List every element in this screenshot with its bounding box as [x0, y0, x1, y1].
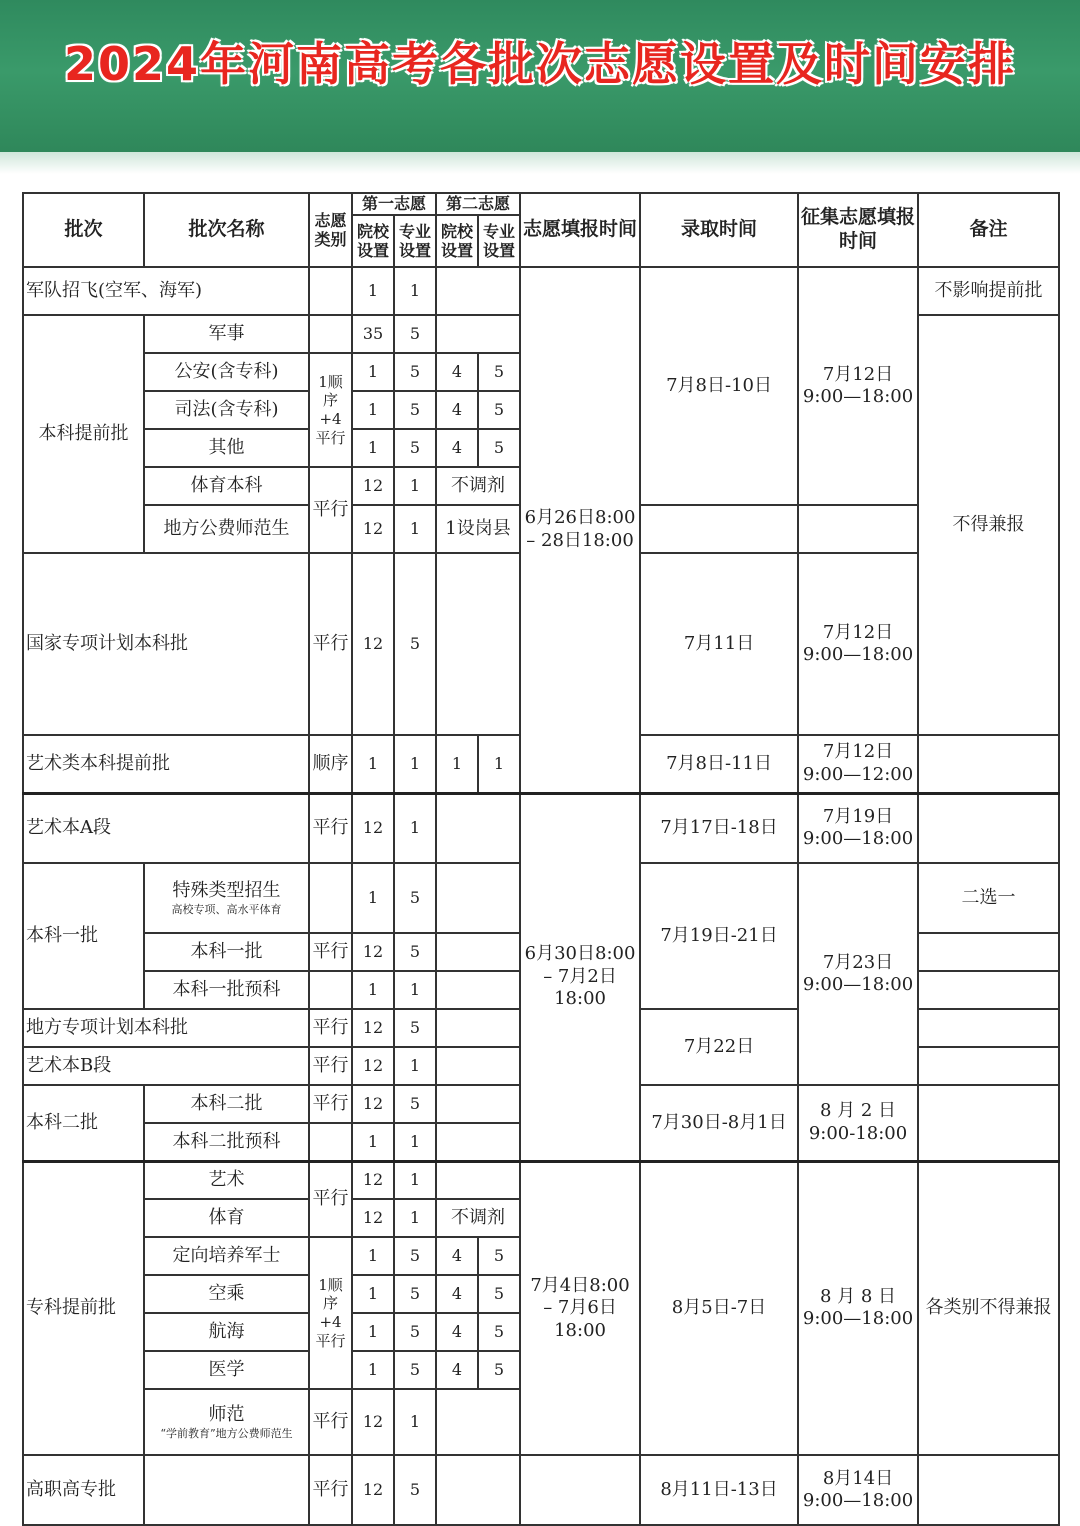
solicit-time: 8 月 8 日 9:00—18:00 [798, 1161, 918, 1455]
school-count: 12 [352, 1161, 394, 1199]
batch-name: 艺术本B段 [23, 1047, 309, 1085]
major-count: 5 [394, 315, 436, 353]
page-title: 2024年河南高考各批次志愿设置及时间安排 [63, 37, 1017, 91]
school-count-2: 4 [436, 1237, 478, 1275]
school-count-2: 4 [436, 1275, 478, 1313]
major-count: 5 [394, 1085, 436, 1123]
note: 不影响提前批 [918, 267, 1059, 315]
batch-name [144, 1389, 309, 1455]
school-count: 35 [352, 315, 394, 353]
batch: 专科提前批 [23, 1161, 144, 1455]
header-notes: 备注 [918, 193, 1059, 267]
note: 不得兼报 [918, 315, 1059, 735]
major-count: 5 [394, 1351, 436, 1389]
batch-name: 军事 [144, 315, 309, 353]
batch-name: 艺术 [144, 1161, 309, 1199]
major-count: 5 [394, 353, 436, 391]
header-row [23, 193, 1059, 215]
admit-time: 7月11日 [640, 553, 798, 735]
special-type-label: 特殊类型招生 [172, 880, 281, 902]
school-count: 12 [352, 1455, 394, 1525]
second-choice-note: 不调剂 [436, 1199, 520, 1237]
header-batch: 批次 [23, 193, 144, 267]
major-count-2: 5 [478, 1275, 520, 1313]
school-count: 12 [352, 553, 394, 735]
header-first-choice: 第一志愿 [352, 193, 436, 215]
special-type-sub: 高校专项、高水平体育 [171, 902, 282, 916]
major-count: 1 [394, 793, 436, 863]
school-count-2: 4 [436, 1313, 478, 1351]
batch-name: 艺术本A段 [23, 793, 309, 863]
solicit-time: 7月19日 9:00—18:00 [798, 793, 918, 863]
batch-name: 体育本科 [144, 467, 309, 505]
batch-name: 国家专项计划本科批 [23, 553, 309, 735]
major-count: 1 [394, 1161, 436, 1199]
major-count: 1 [394, 1047, 436, 1085]
header-school-1: 院校设置 [352, 215, 394, 267]
school-count: 1 [352, 1275, 394, 1313]
choice-type: 平行 [309, 793, 352, 863]
major-count: 1 [394, 1389, 436, 1455]
school-count: 1 [352, 391, 394, 429]
major-count: 1 [394, 267, 436, 315]
school-count: 1 [352, 971, 394, 1009]
batch-name: 定向培养军士 [144, 1237, 309, 1275]
school-count: 12 [352, 1389, 394, 1455]
school-count: 12 [352, 1047, 394, 1085]
school-count: 12 [352, 1085, 394, 1123]
choice-type: 平行 [309, 1085, 352, 1123]
school-count-2: 4 [436, 391, 478, 429]
school-count: 1 [352, 1313, 394, 1351]
fill-time: 6月30日8:00 – 7月2日18:00 [520, 793, 640, 1161]
header-fill-time: 志愿填报时间 [520, 193, 640, 267]
major-count: 1 [394, 971, 436, 1009]
admit-time: 7月8日-10日 [640, 267, 798, 505]
choice-type: 平行 [309, 467, 352, 553]
batch: 本科提前批 [23, 315, 144, 553]
school-count: 12 [352, 505, 394, 553]
choice-type: 1顺序+4平行 [309, 353, 352, 467]
second-choice-note: 不调剂 [436, 467, 520, 505]
teacher-sub: “学前教育”地方公费师范生 [160, 1426, 293, 1440]
header-major-2: 专业设置 [478, 215, 520, 267]
major-count: 1 [394, 1199, 436, 1237]
header-batch-name: 批次名称 [144, 193, 309, 267]
school-count: 12 [352, 1199, 394, 1237]
fill-time: 6月26日8:00 – 28日18:00 [520, 267, 640, 793]
batch: 本科二批 [23, 1085, 144, 1161]
school-count: 12 [352, 793, 394, 863]
major-count: 1 [394, 467, 436, 505]
major-count: 5 [394, 553, 436, 735]
note: 二选一 [918, 863, 1059, 933]
choice-type: 顺序 [309, 735, 352, 793]
header-school-2: 院校设置 [436, 215, 478, 267]
table-row [23, 1455, 1059, 1525]
batch-name: 本科二批预科 [144, 1123, 309, 1161]
header-major-1: 专业设置 [394, 215, 436, 267]
school-count: 12 [352, 467, 394, 505]
solicit-time: 7月12日 9:00—12:00 [798, 735, 918, 793]
batch-name: 公安(含专科) [144, 353, 309, 391]
schedule-table [22, 192, 1060, 1526]
batch-name: 地方专项计划本科批 [23, 1009, 309, 1047]
major-count: 1 [394, 735, 436, 793]
major-count: 5 [394, 1009, 436, 1047]
school-count: 1 [352, 429, 394, 467]
table-row [23, 267, 1059, 315]
admit-time: 7月17日-18日 [640, 793, 798, 863]
choice-type: 平行 [309, 1455, 352, 1525]
admit-time: 8月5日-7日 [640, 1161, 798, 1455]
batch-name: 司法(含专科) [144, 391, 309, 429]
header-admit-time: 录取时间 [640, 193, 798, 267]
school-count: 1 [352, 267, 394, 315]
batch-name: 其他 [144, 429, 309, 467]
solicit-time: 7月12日 9:00—18:00 [798, 267, 918, 505]
choice-type: 1顺序+4平行 [309, 1237, 352, 1389]
major-count: 5 [394, 1455, 436, 1525]
batch-name: 航海 [144, 1313, 309, 1351]
major-count: 5 [394, 391, 436, 429]
schedule-sheet [18, 186, 1064, 1511]
major-count: 5 [394, 863, 436, 933]
teacher-label: 师范 [208, 1404, 245, 1426]
major-count-2: 1 [478, 735, 520, 793]
batch-name: 本科一批预科 [144, 971, 309, 1009]
major-count: 5 [394, 1313, 436, 1351]
choice-type: 平行 [309, 1047, 352, 1085]
school-count: 12 [352, 933, 394, 971]
admit-time: 7月22日 [640, 1009, 798, 1085]
batch-name: 艺术类本科提前批 [23, 735, 309, 793]
table-row [23, 793, 1059, 863]
choice-type: 平行 [309, 933, 352, 971]
major-count: 1 [394, 1123, 436, 1161]
major-count: 1 [394, 505, 436, 553]
choice-type: 平行 [309, 553, 352, 735]
header-second-choice: 第二志愿 [436, 193, 520, 215]
choice-type: 平行 [309, 1161, 352, 1237]
batch: 本科一批 [23, 863, 144, 1009]
major-count: 5 [394, 933, 436, 971]
solicit-time: 7月12日 9:00—18:00 [798, 553, 918, 735]
major-count: 5 [394, 1237, 436, 1275]
solicit-time: 7月23日 9:00—18:00 [798, 863, 918, 1085]
school-count: 1 [352, 1237, 394, 1275]
major-count-2: 5 [478, 353, 520, 391]
choice-type: 平行 [309, 1389, 352, 1455]
admit-time: 8月11日-13日 [640, 1455, 798, 1525]
major-count: 5 [394, 1275, 436, 1313]
batch-name: 地方公费师范生 [144, 505, 309, 553]
solicit-time: 8月14日 9:00—18:00 [798, 1455, 918, 1525]
fill-time: 7月4日8:00 – 7月6日18:00 [520, 1161, 640, 1455]
major-count-2: 5 [478, 1237, 520, 1275]
second-choice-note: 1设岗县 [436, 505, 520, 553]
batch-name: 军队招飞(空军、海军) [23, 267, 309, 315]
school-count-2: 4 [436, 429, 478, 467]
table-row [23, 1161, 1059, 1199]
school-count: 1 [352, 1351, 394, 1389]
admit-time: 7月19日-21日 [640, 863, 798, 1009]
major-count-2: 5 [478, 1313, 520, 1351]
batch-name: 本科二批 [144, 1085, 309, 1123]
batch-name: 医学 [144, 1351, 309, 1389]
banner-divider [0, 152, 1080, 174]
school-count: 1 [352, 863, 394, 933]
major-count-2: 5 [478, 1351, 520, 1389]
choice-type: 平行 [309, 1009, 352, 1047]
school-count-2: 4 [436, 353, 478, 391]
major-count-2: 5 [478, 429, 520, 467]
school-count-2: 4 [436, 1351, 478, 1389]
note: 各类别不得兼报 [918, 1161, 1059, 1455]
school-count: 1 [352, 735, 394, 793]
header-solicit-time: 征集志愿填报时间 [798, 193, 918, 267]
school-count-2: 1 [436, 735, 478, 793]
solicit-time: 8 月 2 日 9:00-18:00 [798, 1085, 918, 1161]
major-count: 5 [394, 429, 436, 467]
batch-name: 高职高专批 [23, 1455, 144, 1525]
batch-name: 本科一批 [144, 933, 309, 971]
major-count-2: 5 [478, 391, 520, 429]
school-count: 1 [352, 1123, 394, 1161]
school-count: 1 [352, 353, 394, 391]
school-count: 12 [352, 1009, 394, 1047]
batch-name: 空乘 [144, 1275, 309, 1313]
batch-name [144, 863, 309, 933]
header-type: 志愿类别 [309, 193, 352, 267]
batch-name: 体育 [144, 1199, 309, 1237]
admit-time: 7月8日-11日 [640, 735, 798, 793]
admit-time: 7月30日-8月1日 [640, 1085, 798, 1161]
